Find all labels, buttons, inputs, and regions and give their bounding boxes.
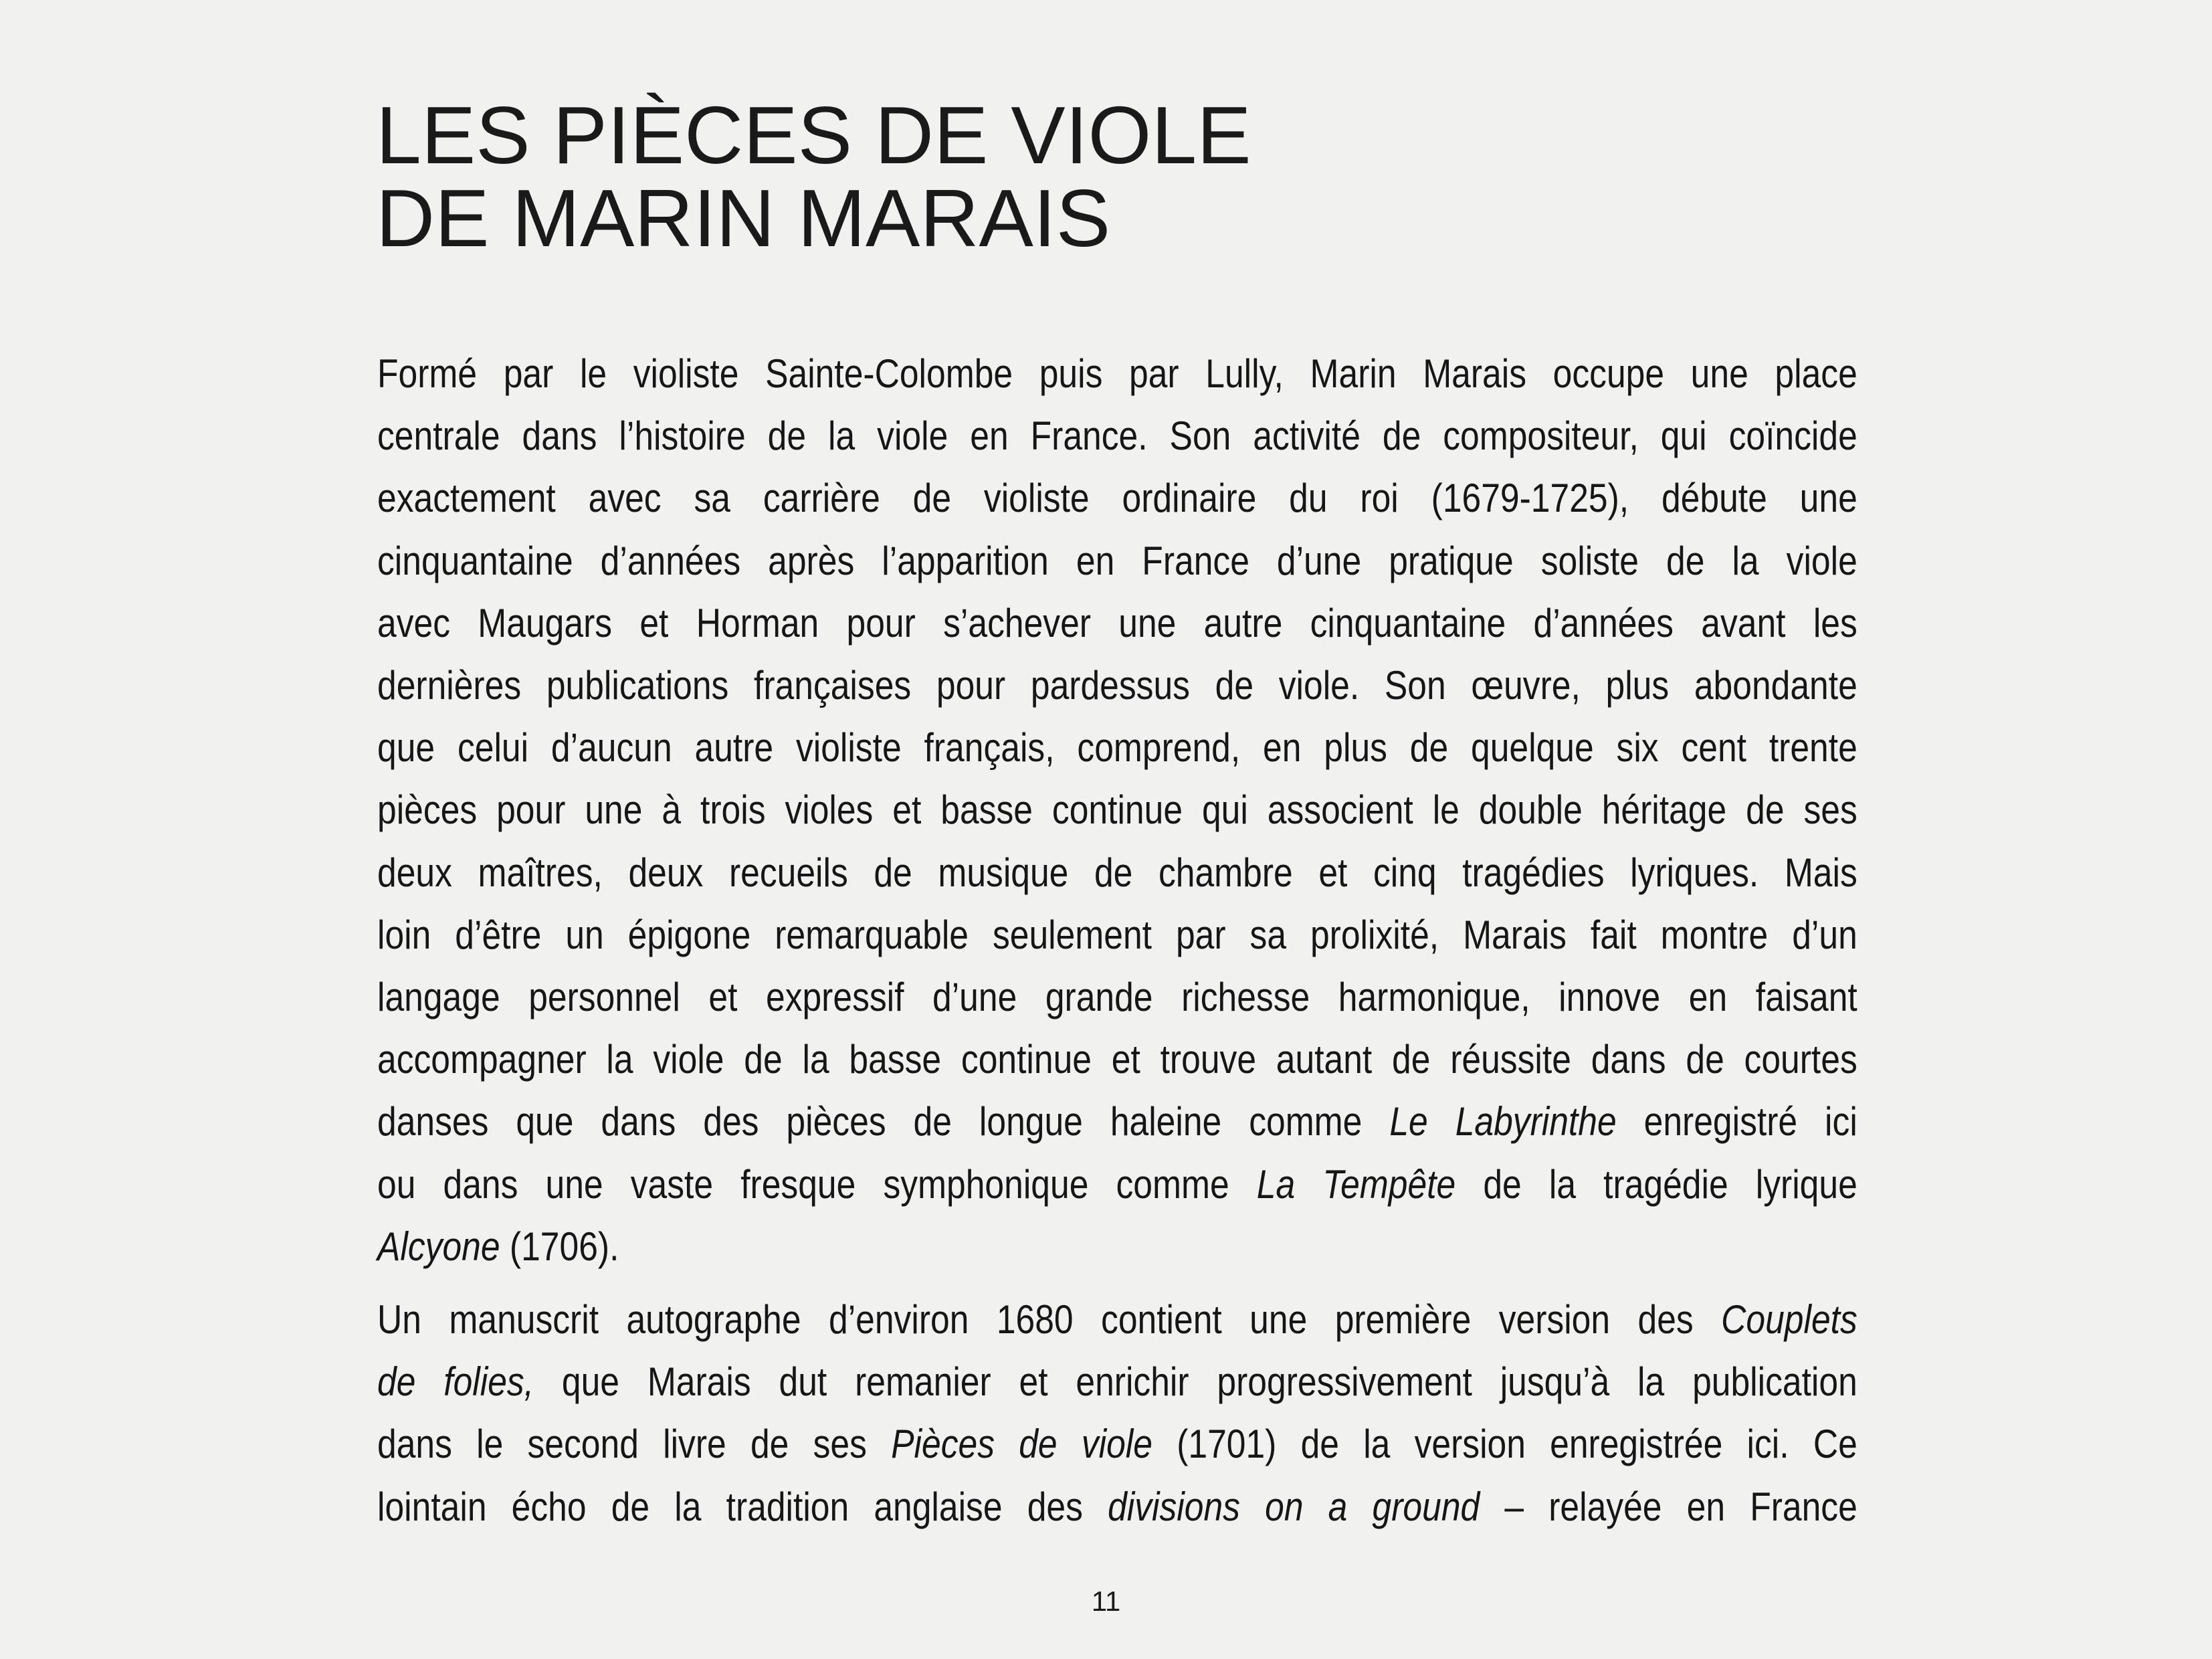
text-run: enregistré ici (1616, 1099, 1857, 1145)
body-text (377, 343, 1857, 1538)
text-line (377, 1476, 1857, 1538)
text-run: pièces pour une à trois violes et basse continue qui associent le double héritage de ses (377, 787, 1857, 833)
text-run: que celui d’aucun autre violiste français, comprend, en plus de quelque six cent trente (377, 725, 1857, 771)
text-line (377, 592, 1857, 654)
italic-title: Couplets (1721, 1297, 1857, 1343)
text-run: Formé par le violiste Sainte-Colombe puis par Lully, Marin Marais occupe une place (377, 351, 1857, 396)
text-run: dans le second livre de ses (377, 1422, 892, 1467)
text-line (377, 1215, 1857, 1278)
text-line (377, 1351, 1857, 1413)
text-line (377, 1288, 1857, 1351)
text-line (377, 654, 1857, 716)
text-line (377, 904, 1857, 966)
page-title (376, 90, 1847, 264)
italic-title: Le Labyrinthe (1389, 1099, 1617, 1145)
text-line (377, 467, 1857, 529)
italic-title: Alcyone (377, 1224, 500, 1269)
text-line (377, 530, 1857, 592)
italic-title: divisions on a ground (1108, 1484, 1480, 1529)
text-run: avec Maugars et Horman pour s’achever une autre cinquantaine d’années avant les (377, 600, 1857, 646)
text-line (377, 1153, 1857, 1215)
title-line-2: DE MARIN MARAIS (376, 173, 1111, 264)
page-number: 11 (1091, 1585, 1121, 1617)
body-text-inner (377, 343, 1857, 1538)
text-run: loin d’être un épigone remarquable seulement par sa prolixité, Marais fait montre d’un (377, 912, 1857, 957)
italic-title: La Tempête (1256, 1161, 1456, 1207)
body-paragraph (377, 343, 1857, 1278)
text-run: que Marais dut remanier et enrichir progressivement jusqu’à la publication (534, 1359, 1857, 1405)
text-line (377, 405, 1857, 467)
text-run: centrale dans l’histoire de la viole en France. Son activité de compositeur, qui coïncide (377, 413, 1857, 459)
text-line (377, 343, 1857, 405)
text-line (377, 842, 1857, 904)
text-run: lointain écho de la tradition anglaise des (377, 1484, 1108, 1529)
text-run: cinquantaine d’années après l’apparition en France d’une pratique soliste de la viole (377, 538, 1857, 583)
text-line (377, 1090, 1857, 1153)
text-line (377, 966, 1857, 1028)
body-paragraph (377, 1288, 1857, 1538)
text-line (377, 1413, 1857, 1475)
text-run: exactement avec sa carrière de violiste ordinaire du roi (1679-1725), débute une (377, 476, 1857, 521)
text-line (377, 716, 1857, 779)
text-run: danses que dans des pièces de longue haleine comme (377, 1099, 1390, 1145)
text-run: dernières publications françaises pour pardessus de viole. Son œuvre, plus abondante (377, 663, 1857, 708)
text-run: deux maîtres, deux recueils de musique de chambre et cinq tragédies lyriques. Mais (377, 850, 1857, 895)
text-run: (1701) de la version enregistrée ici. Ce (1152, 1422, 1857, 1467)
text-run: ou dans une vaste fresque symphonique comme (377, 1161, 1257, 1207)
text-line (377, 1028, 1857, 1090)
title-line-1: LES PIÈCES DE VIOLE (376, 90, 1251, 181)
text-run: de la tragédie lyrique (1455, 1161, 1857, 1207)
text-run: accompagner la viole de la basse continue et trouve autant de réussite dans de courtes (377, 1037, 1857, 1082)
italic-title: de folies, (377, 1359, 534, 1405)
text-run: – relayée en France (1480, 1484, 1857, 1529)
italic-title: Pièces de viole (891, 1422, 1152, 1467)
text-run: langage personnel et expressif d’une grande richesse harmonique, innove en faisant (377, 975, 1857, 1020)
text-run: (1706). (500, 1224, 619, 1269)
text-run: Un manuscrit autographe d’environ 1680 contient une première version des (377, 1297, 1722, 1343)
text-line (377, 779, 1857, 841)
